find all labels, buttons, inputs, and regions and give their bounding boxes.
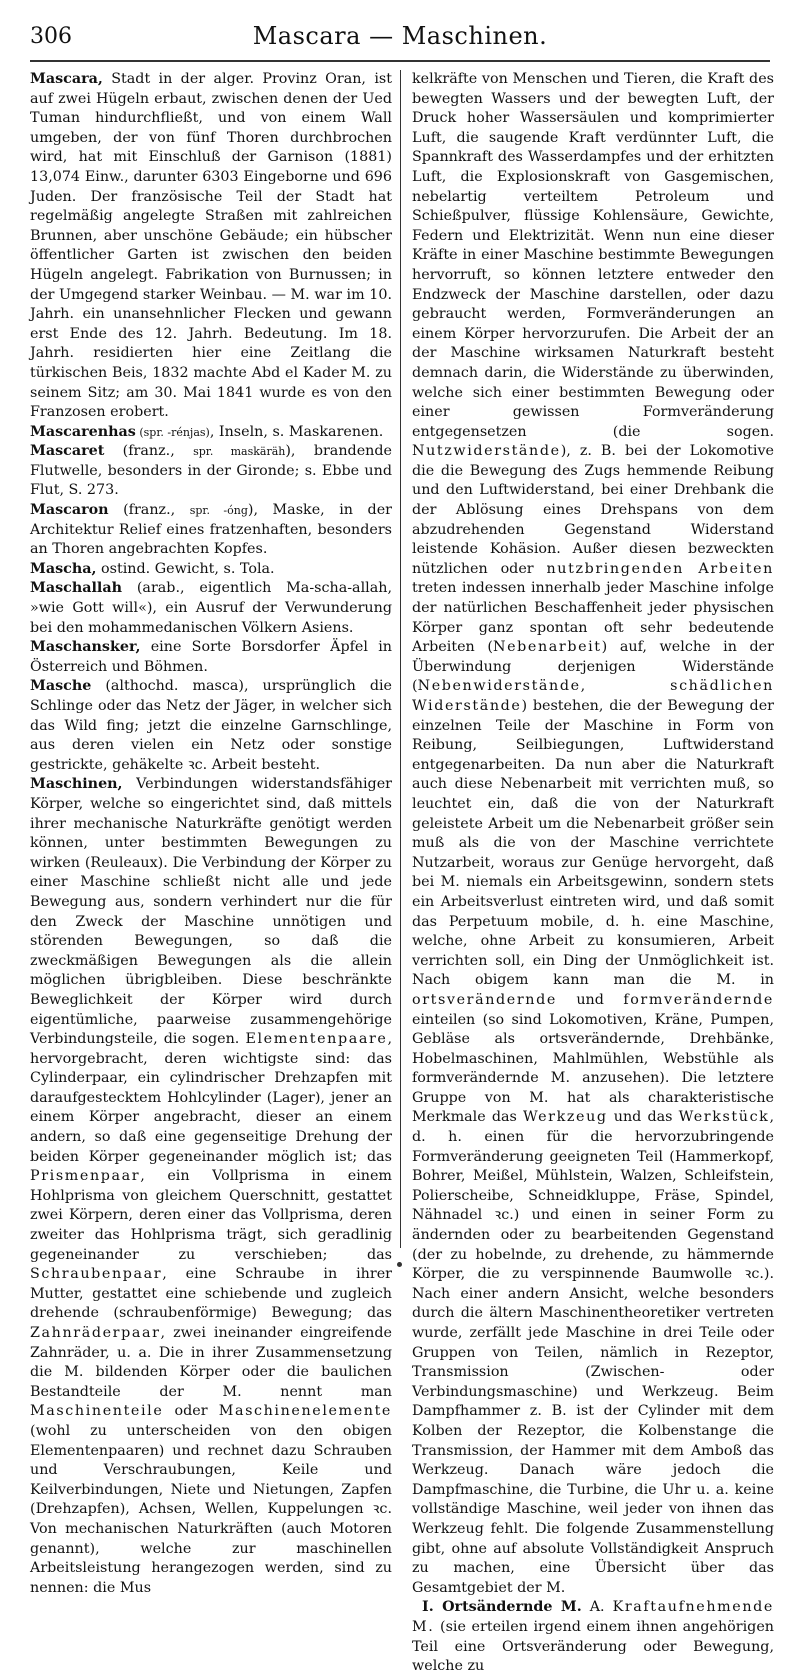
headword: Maschallah <box>30 580 123 597</box>
spaced-term: Nutzwiderstände <box>412 443 561 460</box>
spaced-term: Werkstück <box>678 1109 770 1126</box>
entry-text: ) auf, welche in der Überwindung derjenigen Widerstände ( <box>412 639 774 695</box>
headword: Mascaron <box>30 502 109 519</box>
spaced-term: Werkzeug <box>522 1109 608 1126</box>
entry-maschallah <box>30 579 392 638</box>
entry-mascaron <box>30 501 392 560</box>
entry-text: Stadt in der alger. Provinz Oran, ist auf zwei Hügeln erbaut, zwischen denen der Ued Tuman hindurchfließt, und von einem Wall umgeben, der von fünf Thoren durchbrochen wird, hat mit Einschluß der Garnison (1881) 13,074 Einw., darunter 6303 Eingeborne und 696 Juden. Der französische Teil der Stadt hat regelmäßig angelegte Straßen mit zahlreichen Brunnen, aber unschöne Gebäude; ein hübscher öffentlicher Garten ist zwischen den beiden Hügeln angelegt. Fabrikation von Burnussen; in der Umgegend starker Weinbau. — M. war im 10. Jahrh. ein unansehnlicher Flecken und gewann erst Ende des 12. Jahrh. Bedeutung. Im 18. Jahrh. residierten hier eine Zeitlang die türkischen Beis, 1832 machte Abd el Kader M. zu seinem Sitz; am 30. Mai 1841 wurde es von den Franzosen erobert. <box>30 71 392 421</box>
spaced-term: Zahnräderpaar <box>30 1325 161 1341</box>
headword: Mascha, <box>30 560 97 577</box>
right-column <box>412 70 774 1677</box>
entry-text: (althochd. masca), ursprünglich die Schlinge oder das Netz der Jäger, in welcher sich das Wild fing; jetzt die einzelne Garnschlinge, aus deren vielen ein Netz oder sonstige gestrickte, gehäkelte ꝛc. Arbeit besteht. <box>30 678 392 773</box>
entry-text: eine Sorte Borsdorfer Äpfel in Österreich und Böhmen. <box>30 639 392 675</box>
entry-text: einteilen (so sind Lokomotiven, Kräne, Pumpen, Gebläse als ortsverändernde, Drehbänke, Hobelmaschinen, Mahlmühlen, Webstühle als formverändernde M. anzusehen). Die letztere Gruppe von M. hat als charakteristische Merkmale das <box>412 1011 774 1126</box>
pronunciation: (spr. -rénjas) <box>135 425 210 439</box>
entry-text: Verbindungen widerstandsfähiger Körper, welche so eingerichtet sind, daß mittels ihrer mechanische Naturkräfte genötigt werden können, unter bestimmten Bewegungen zu wirken (Reuleaux). Die Verbindung der Körper zu einer Maschine schließt nicht alle und jede Bewegung aus, sondern verhindert nur die für den Zweck der Maschine unnötigen und störenden Bewegungen, so daß die zweckmäßigen Bewegungen als die allein möglichen übrigbleiben. Diese beschränkte Beweglichkeit der Körper wird durch eigentümliche, paarweise zusammengehörige Verbindungsteile, die sogen. <box>30 776 392 1048</box>
entry-text: , zwei ineinander eingreifende Zahnräder, u. a. Die in ihrer Zusammensetzung die M. bildenden Körper oder die baulichen Bestandteile der M. nennt man <box>30 1325 392 1400</box>
spaced-term: ortsverändernde <box>412 991 557 1008</box>
spaced-term: nutzbringenden Arbeiten <box>546 560 774 577</box>
entry-text: ostind. Gewicht, s. Tola. <box>96 560 275 577</box>
entry-text: , d. h. einen für die hervorzubringende Formveränderung geeigneten Teil (Hammerkopf, Bohrer, Meißel, Mühlstein, Walzen, Schleifstein, Polierscheibe, Schneidkluppe, Fräse, Spindel, Nähnadel ꝛc.) und einen in seiner Form zu ändernden oder zu bearbeitenden Gegenstand (der zu hobelnde, zu drehende, zu hämmernde Körper, die zu verspinnende Baumwolle ꝛc.). Nach einer andern Ansicht, welche besonders durch die ältern Maschinentheoretiker vertreten wurde, zerfällt jede Maschine in drei Teile oder Gruppen von Teilen, nämlich in Rezeptor, Transmission (Zwischen- oder Verbindungsmaschine) und Werkzeug. Beim Dampfhammer z. B. ist der Cylinder mit dem Kolben der Rezeptor, die Kolbenstange die Transmission, der Hammer mit dem Amboß das Werkzeug. Danach wäre jedoch die Dampfmaschine, die Turbine, die Uhr u. a. keine vollständige Maschine, weil jeder von ihnen das Werkzeug fehlt. Die folgende Zusammenstellung gibt, ohne auf absolute Vollständigkeit Anspruch zu machen, eine Übersicht über das Gesamtgebiet der M. <box>412 1109 774 1596</box>
spaced-term: Elementenpaare <box>245 1031 388 1048</box>
page-number: 306 <box>30 24 72 49</box>
headword: Mascaret <box>30 443 105 460</box>
entry-text: und das <box>607 1109 679 1126</box>
entry-text: , eine Schraube in ihrer Mutter, gestattet eine schiebende und zugleich drehende (schraubenförmige) Bewegung; das <box>30 1266 392 1322</box>
entry-text: kelkräfte von Menschen und Tieren, die Kraft des bewegten Wassers und der bewegten Luft, der Druck hoher Wassersäulen und komprimierter Luft, die saugende Kraft verdünnter Luft, die Spannkraft des Wasserdampfes und der erhitzten Luft, die Explosionskraft von Gasgemischen, nebelartig verteiltem Petroleum und Schießpulver, flüssige Kohlensäure, Gewichte, Federn und Elektrizität. Wenn nun eine dieser Kräfte in einer Maschine bestimmte Bewegungen hervorruft, so können letztere entweder den Endzweck der Maschine darstellen, oder dazu gebraucht werden, Formveränderungen an einem Körper hervorzurufen. Die Arbeit der an der Maschine wirksamen Naturkraft besteht demnach darin, die Widerstände zu überwinden, welche sich einer bestimmten Bewegung oder einer gewissen Formveränderung entgegensetzen (die sogen. <box>412 71 774 440</box>
entry-text: (arab., eigentlich Ma-scha-allah, »wie Gott will«), ein Ausruf der Verwunderung bei den mohammedanischen Völkern Asiens. <box>30 580 392 636</box>
column-separator <box>400 70 401 1248</box>
entry-mascarenhas <box>30 423 392 443</box>
headword: Maschansker, <box>30 639 141 656</box>
classification-paragraph <box>412 1598 774 1676</box>
headword: Maschinen, <box>30 776 123 793</box>
continued-paragraph <box>412 70 774 1598</box>
spaced-term: Nebenarbeit <box>492 639 602 656</box>
entry-mascara <box>30 70 392 423</box>
entry-text: ), Maske, in der Architektur Relief eines fratzenhaften, besonders an Thoren angebrachten Kopfes. <box>30 502 392 558</box>
entry-mascha <box>30 560 392 580</box>
section-heading: I. Ortsändernde M. <box>422 1599 582 1616</box>
entry-text: (franz., <box>104 443 194 460</box>
spaced-term: Kraftaufnehmende M. <box>412 1599 774 1635</box>
spaced-term: Schraubenpaar <box>30 1266 163 1283</box>
headword: Mascara, <box>30 71 103 87</box>
entry-masche <box>30 677 392 775</box>
entry-text: (sie erteilen irgend einem ihnen angehörigen Teil eine Ortsveränderung oder Bewegung, welche zu <box>412 1618 774 1675</box>
entry-text: oder <box>163 1403 219 1420</box>
entry-maschinen <box>30 775 392 1598</box>
entry-text: ) bestehen, die der Bewegung der einzelnen Teile der Maschine in Form von Reibung, Seilbiegungen, Luftwiderstand entgegenarbeiten. Da nun aber die Naturkraft auch diese Nebenarbeit mit verrichten muß, so leuchtet ein, daß die von der Naturkraft geleistete Arbeit um die Nebenarbeit größer sein muß als die von der Maschine verrichtete Nutzarbeit, woraus zur Genüge hervorgeht, daß bei M. niemals ein Arbeitsgewinn, sondern stets ein Arbeitsverlust eintreten wird, und daß somit das Perpetuum mobile, d. h. eine Maschine, welche, ohne Arbeit zu konsumieren, Arbeit verrichten soll, ein Ding der Unmöglichkeit ist. Nach obigem kann man die M. in <box>412 698 774 989</box>
entry-text: (wohl zu unterscheiden von den obigen Elementenpaaren) und rechnet dazu Schrauben und Verschraubungen, Keile und Keilverbindungen, Niete und Nietungen, Zapfen (Drehzapfen), Achsen, Wellen, Kuppelungen ꝛc. Von mechanischen Naturkräften (auch Motoren genannt), welche zur maschinellen Arbeitsleistung herangezogen werden, sind zu nennen: die Mus <box>30 1422 392 1596</box>
pronunciation: spr. -óng <box>189 504 248 518</box>
entry-text: , Inseln, s. Maskarenen. <box>209 423 384 440</box>
entry-text: (franz., <box>108 502 190 519</box>
running-title: Mascara — Maschinen. <box>252 22 548 50</box>
entry-text: ), z. B. bei der Lokomotive die die Bewegung des Zugs hemmende Reibung und den Luftwiderstand, bei einer Drehbank die der Ablösung eines Drehspans von dem abzudrehenden Gegenstand Widerstand leistende Kohäsion. Außer diesen bezweckten nützlichen oder <box>412 443 774 577</box>
spaced-term: Maschinenelemente <box>218 1403 392 1420</box>
left-column <box>30 70 392 1598</box>
header-rule <box>30 60 770 62</box>
entry-text: treten indessen innerhalb jeder Maschine infolge der natürlichen Beschaffenheit jeder physischen Körper ganz spontan oft sehr bedeutende Arbeiten ( <box>412 580 774 656</box>
entry-text: , ein Vollprisma in einem Hohlprisma von gleichem Querschnitt, gestattet zwei Körpern, deren einer das Vollprisma, deren zweiter das Hohlprisma trägt, sich geradlinig gegeneinander zu verschieben; das <box>30 1168 392 1263</box>
entry-text: A. <box>581 1599 613 1616</box>
page-mark <box>397 1262 402 1267</box>
entry-maschansker <box>30 638 392 677</box>
pronunciation: spr. maskäräh <box>193 445 286 459</box>
entry-text: ), brandende Flutwelle, besonders in der Gironde; s. Ebbe und Flut, S. 273. <box>30 443 392 499</box>
entry-text: und <box>556 991 624 1008</box>
spaced-term: formverändernde <box>623 991 774 1008</box>
headword: Masche <box>30 678 92 695</box>
entry-text: , hervorgebracht, deren wichtigste sind: das Cylinderpaar, ein cylindrischer Drehzapfen mit daraufgestecktem Hohlcylinder (Lager), jener an einem Körper angebracht, dieser an einem andern, so daß eine gegenseitige Drehung der beiden Körper gegeneinander möglich ist; das <box>30 1031 392 1165</box>
headword: Mascarenhas <box>30 423 136 440</box>
spaced-term: Maschinenteile <box>30 1403 164 1420</box>
spaced-term: Nebenwiderstände, schädlichen Widerstände <box>412 678 774 714</box>
entry-mascaret <box>30 442 392 501</box>
page-header <box>30 14 770 54</box>
spaced-term: Prismenpaar <box>30 1168 141 1185</box>
